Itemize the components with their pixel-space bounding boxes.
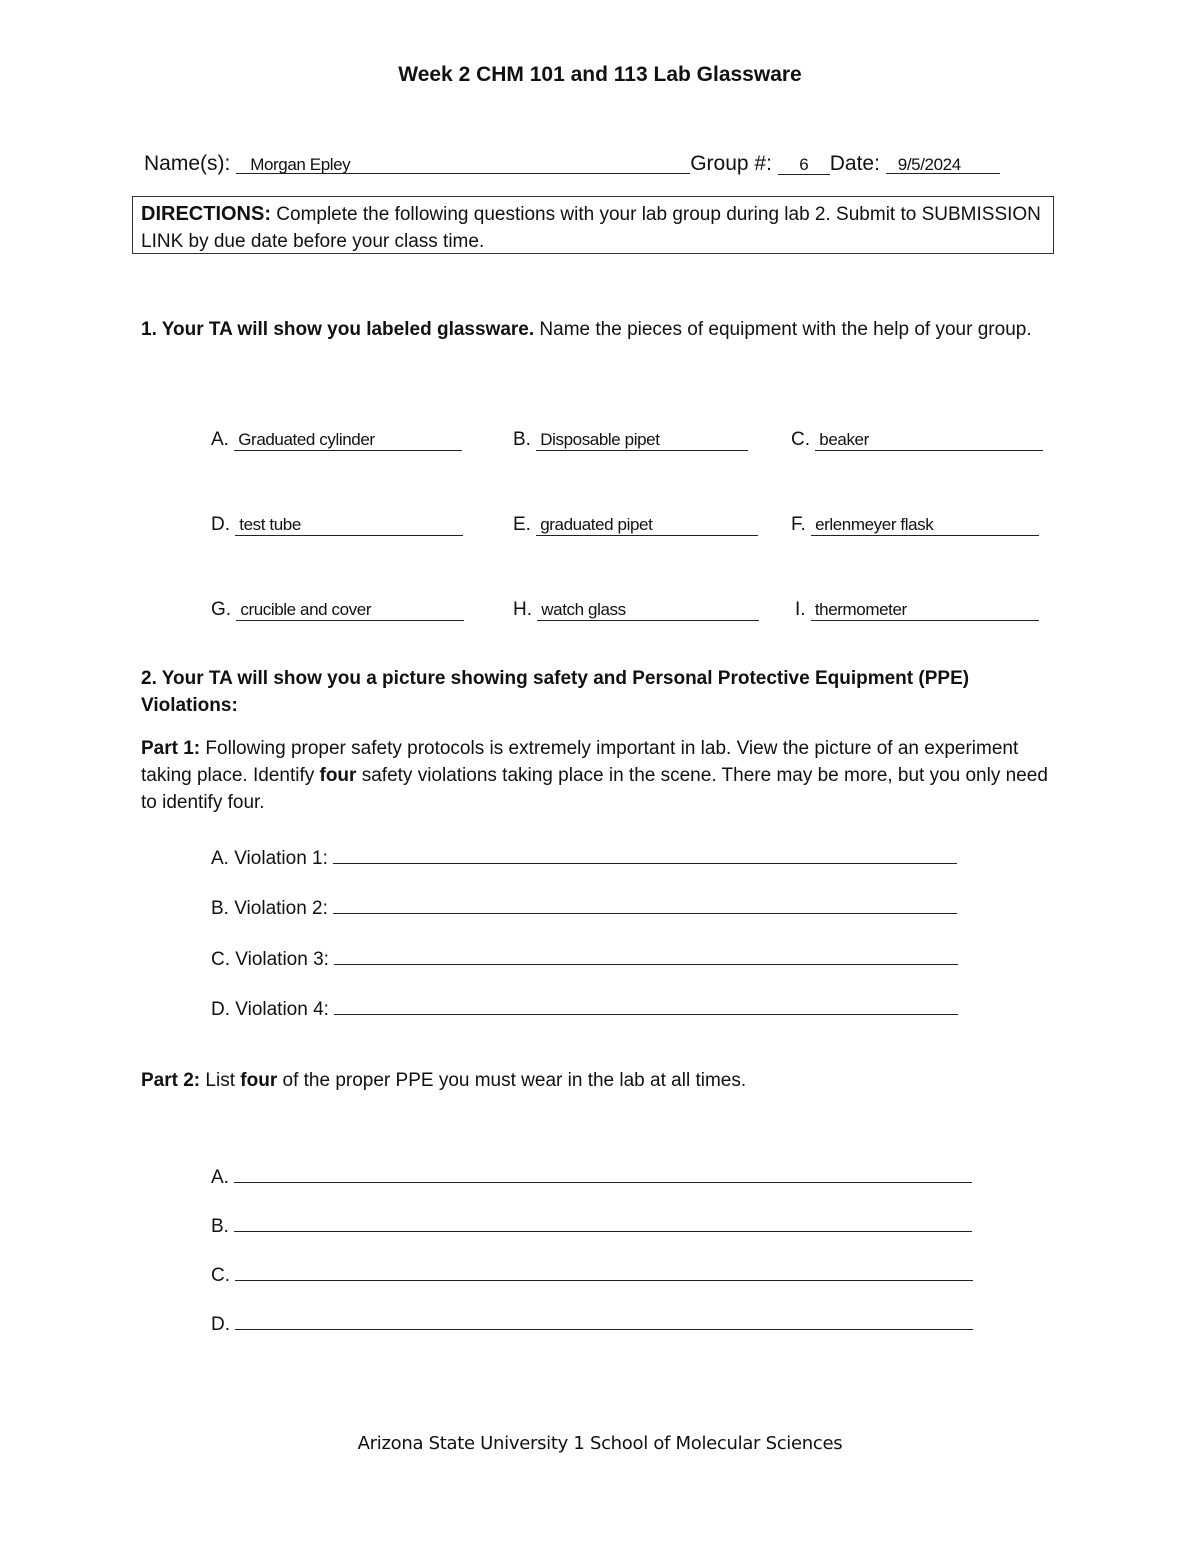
ppe-field-a[interactable] — [234, 1162, 972, 1183]
glassware-item-e: E. graduated pipet — [513, 514, 758, 536]
glassware-item-h: H. watch glass — [513, 599, 759, 621]
question-1-heading: 1. Your TA will show you labeled glassware. — [141, 319, 535, 340]
violation-4: D. Violation 4: — [211, 994, 958, 1021]
part-2-text: Part 2: List four of the proper PPE you must wear in the lab at all times. — [141, 1070, 747, 1091]
names-label: Name(s): — [144, 152, 231, 175]
violation-3-field[interactable] — [334, 944, 958, 965]
ppe-item-c: C. — [211, 1260, 973, 1287]
glassware-item-f: F. erlenmeyer flask — [791, 514, 1039, 536]
directions-text: Complete the following questions with your lab group during lab 2. Submit to SUBMISSION LINK by due date before your class time. — [141, 204, 1041, 252]
glassware-answer-d[interactable]: test tube — [235, 514, 463, 536]
violation-4-field[interactable] — [334, 994, 958, 1015]
date-field[interactable] — [886, 152, 1000, 174]
ppe-field-c[interactable] — [235, 1260, 973, 1281]
part-1-label: Part 1: — [141, 738, 201, 759]
part-2-label: Part 2: — [141, 1070, 201, 1091]
date-label: Date: — [829, 152, 880, 175]
glassware-answer-b[interactable]: Disposable pipet — [536, 429, 748, 451]
glassware-answer-a[interactable]: Graduated cylinder — [234, 429, 462, 451]
date-value: 9/5/2024 — [897, 155, 961, 174]
violation-2-field[interactable] — [333, 893, 957, 914]
directions-label: DIRECTIONS: — [141, 203, 271, 225]
glassware-answer-e[interactable]: graduated pipet — [536, 514, 758, 536]
glassware-item-i: I. thermometer — [795, 599, 1039, 621]
glassware-answer-i[interactable]: thermometer — [811, 599, 1039, 621]
glassware-item-b: B. Disposable pipet — [513, 429, 748, 451]
page-footer: Arizona State University 1 School of Molecular Sciences — [357, 1433, 843, 1454]
ppe-item-a: A. — [211, 1162, 972, 1189]
ppe-field-d[interactable] — [235, 1309, 973, 1330]
violation-1-field[interactable] — [333, 843, 957, 864]
glassware-answer-g[interactable]: crucible and cover — [236, 599, 464, 621]
page-title: Week 2 CHM 101 and 113 Lab Glassware — [398, 63, 802, 86]
part-1-text: Part 1: Following proper safety protocols is extremely important in lab. View the picture of an experiment taking place. Identify four safety violations taking place in the scene. There may be more, but you only need to identify four. — [141, 738, 1048, 813]
directions-box — [132, 196, 1054, 254]
ppe-item-b: B. — [211, 1211, 972, 1238]
glassware-item-c: C. beaker — [791, 429, 1043, 451]
names-field[interactable] — [236, 152, 690, 174]
glassware-answer-c[interactable]: beaker — [815, 429, 1043, 451]
question-2-heading: 2. Your TA will show you a picture showing safety and Personal Protective Equipment (PPE) Violations: — [141, 668, 970, 716]
ppe-field-b[interactable] — [234, 1211, 972, 1232]
glassware-answer-f[interactable]: erlenmeyer flask — [811, 514, 1039, 536]
ppe-item-d: D. — [211, 1309, 973, 1336]
glassware-answer-h[interactable]: watch glass — [537, 599, 759, 621]
group-label: Group #: — [690, 152, 772, 175]
glassware-item-g: G. crucible and cover — [211, 599, 464, 621]
violation-2: B. Violation 2: — [211, 893, 957, 920]
question-1-text: Name the pieces of equipment with the help of your group. — [539, 319, 1032, 340]
names-value: Morgan Epley — [250, 155, 351, 174]
violation-1: A. Violation 1: — [211, 843, 957, 870]
violation-3: C. Violation 3: — [211, 944, 958, 971]
group-field[interactable] — [778, 152, 830, 175]
glassware-item-a: A. Graduated cylinder — [211, 429, 462, 451]
header-row — [144, 152, 1000, 176]
glassware-item-d: D. test tube — [211, 514, 463, 536]
group-value: 6 — [799, 155, 809, 174]
question-1 — [141, 316, 1061, 343]
